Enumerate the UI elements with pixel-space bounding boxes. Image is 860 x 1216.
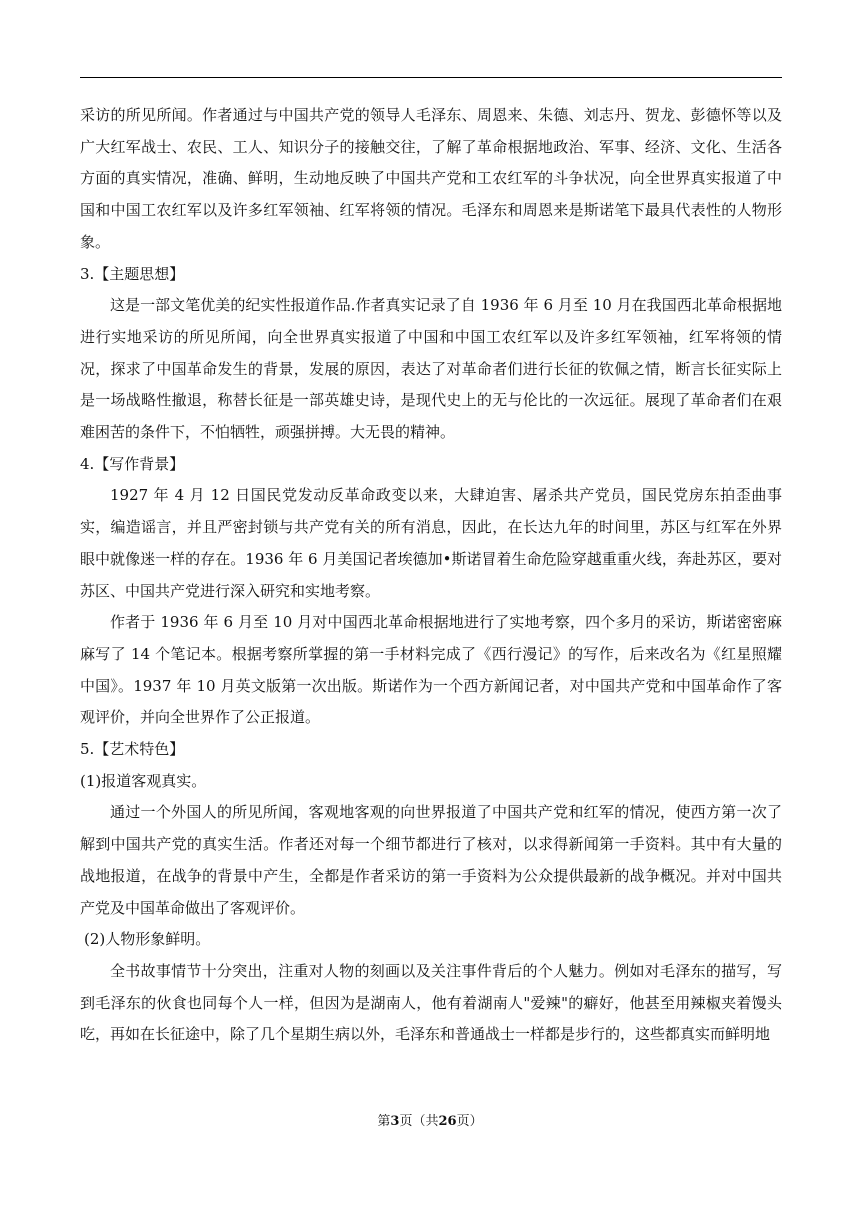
- header-rule: [80, 77, 782, 78]
- paragraph-characters: 全书故事情节十分突出，注重对人物的刻画以及关注事件背后的个人魅力。例如对毛泽东的描写，写到毛泽东的伙食也同每个人一样，但因为是湖南人，他有着湖南人"爱辣"的癖好，他甚至用辣椒夹着馒头吃，再如在长征途中，除了几个星期生病以外，毛泽东和普通战士一样都是步行的，这些都真实而鲜明地: [80, 961, 782, 1044]
- footer-mid: 页（共: [399, 1114, 439, 1129]
- paragraph-objective: 通过一个外国人的所见所闻，客观地客观的向世界报道了中国共产党和红军的情况，使西方第一次了解到中国共产党的真实生活。作者还对每一个细节都进行了核对，以求得新闻第一手资料。其中有大量的战地报道，在战争的背景中产生，全都是作者采访的第一手资料为公众提供最新的战争概况。并对中国共产党及中国革命做出了客观评价。: [80, 803, 782, 917]
- paragraph-intro-continued: 采访的所见所闻。作者通过与中国共产党的领导人毛泽东、周恩来、朱德、刘志丹、贺龙、彭德怀等以及广大红军战士、农民、工人、知识分子的接触交往，了解了革命根据地政治、军事、经济、文化、生活各方面的真实情况，准确、鲜明，生动地反映了中国共产党和工农红军的斗争状况，向全世界真实报道了中国和中国工农红军以及许多红军领袖、红军将领的情况。毛泽东和周恩来是斯诺笔下最具代表性的人物形象。: [80, 106, 782, 251]
- heading-background: 4.【写作背景】: [80, 454, 185, 473]
- page-footer: [0, 1113, 860, 1131]
- paragraph-theme: 这是一部文笔优美的纪实性报道作品.作者真实记录了自 1936 年 6 月至 10 月在我国西北革命根据地进行实地采访的所见所闻，向全世界真实报道了中国和中国工农红军以及许多红军领袖，红军将领的情况，探求了中国革命发生的背景，发展的原因，表达了对革命者们进行长征的钦佩之情，断言长征实际上是一场战略性撤退，称替长征是一部英雄史诗，是现代史上的无与伦比的一次远征。展现了革命者们在艰难困苦的条件下，不怕牺牲，顽强拼搏。大无畏的精神。: [80, 296, 782, 442]
- subheading-characters: (2)人物形象鲜明。: [84, 930, 211, 949]
- footer-suffix: 页）: [456, 1114, 483, 1129]
- heading-art-features: 5.【艺术特色】: [80, 740, 185, 759]
- paragraph-background-1: 1927 年 4 月 12 日国民党发动反革命政变以来，大肆迫害、屠杀共产党员，国民党房东拍歪曲事实，编造谣言，并且严密封锁与共产党有关的所有消息，因此，在长达九年的时间里，苏区与红军在外界眼中就像迷一样的存在。1936 年 6 月美国记者埃德加•斯诺冒着生命危险穿越重重火线，奔赴苏区，要对苏区、中国共产党进行深入研究和实地考察。: [80, 486, 782, 600]
- subheading-objective: (1)报道客观真实。: [80, 771, 207, 790]
- document-body: [80, 100, 782, 1051]
- footer-page-number: 3: [390, 1114, 400, 1129]
- heading-theme: 3.【主题思想】: [80, 264, 185, 283]
- footer-total-pages: 26: [438, 1114, 457, 1129]
- footer-prefix: 第: [377, 1114, 391, 1129]
- paragraph-background-2: 作者于 1936 年 6 月至 10 月对中国西北革命根据地进行了实地考察，四个多月的采访，斯诺密密麻麻写了 14 个笔记本。根据考察所掌握的第一手材料完成了《西行漫记》的写作，后来改名为《红星照耀中国》。1937 年 10 月英文版第一次出版。斯诺作为一个西方新闻记者，对中国共产党和中国革命作了客观评价，并向全世界作了公正报道。: [80, 613, 782, 727]
